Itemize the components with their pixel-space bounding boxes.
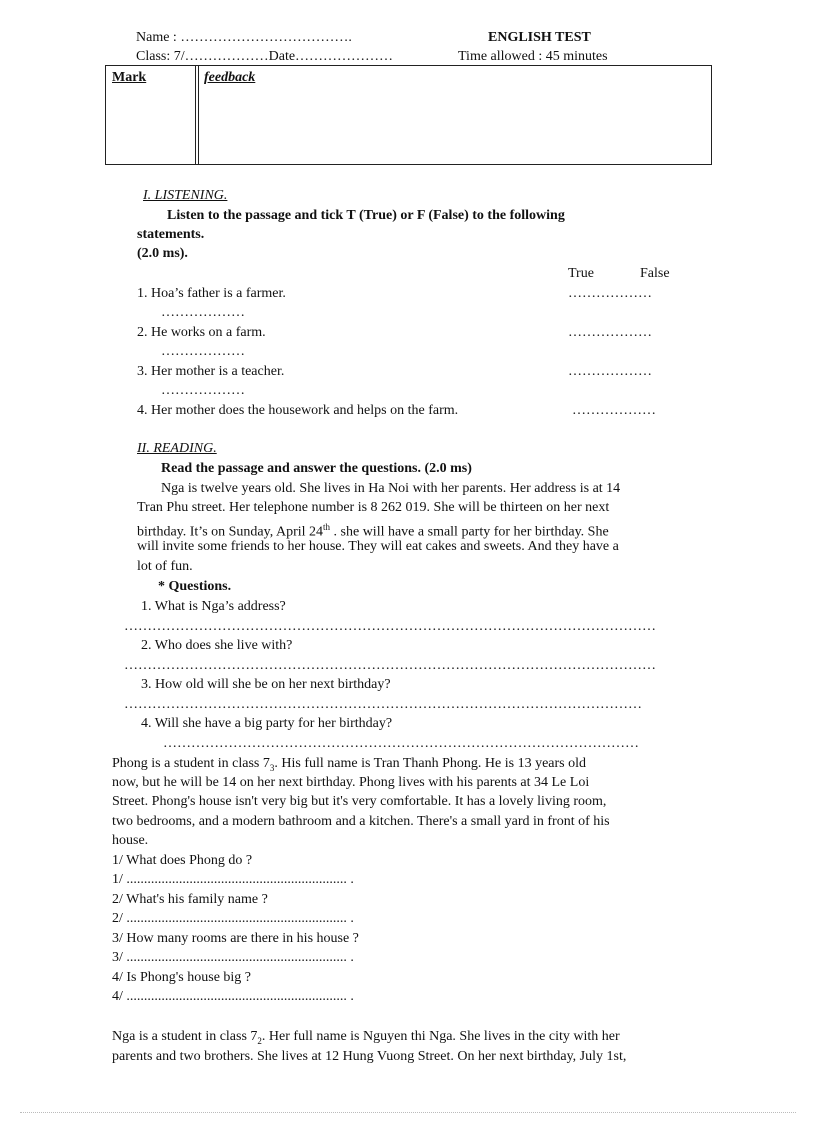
column-true: True — [568, 266, 594, 281]
nga-line-1 — [112, 1028, 620, 1050]
statement-4-true-blank[interactable]: ……………… — [572, 403, 656, 418]
listening-instruction-cont: statements. — [137, 227, 205, 242]
statement-3-true-blank[interactable]: ……………… — [568, 364, 652, 379]
phong-answer-3[interactable]: 3/ ............................................................... . — [112, 950, 354, 965]
passage-line-3-text: birthday. It’s on Sunday, April 24 — [137, 524, 324, 540]
class-date-field: Class: 7/………………Date………………… — [136, 49, 394, 64]
phong-line-2: now, but he will be 14 on her next birthday. Phong lives with his parents at 34 Le Loi — [112, 775, 590, 790]
phong-question-4: 4/ Is Phong's house big ? — [112, 970, 252, 985]
mark-divider-inner — [195, 66, 196, 164]
feedback-label: feedback — [204, 70, 256, 85]
answer-line-4[interactable]: ………………………………………………………………………………………… — [163, 736, 639, 751]
statement-2-true-blank[interactable]: ……………… — [568, 325, 652, 340]
phong-line-5: house. — [112, 833, 149, 848]
reading-instruction: Read the passage and answer the questions. (2.0 ms) — [161, 461, 472, 476]
listening-instruction: Listen to the passage and tick T (True) or F (False) to the following — [167, 208, 565, 223]
phong-line-4: two bedrooms, and a modern bathroom and a kitchen. There's a small yard in front of his — [112, 814, 610, 829]
phong-line-1-b: . His full name is Tran Thanh Phong. He is 13 years old — [274, 756, 587, 771]
answer-line-1[interactable]: …………………………………………………………………………………………………… — [124, 619, 656, 634]
column-false: False — [640, 266, 670, 281]
question-3: 3. How old will she be on her next birthday? — [141, 677, 391, 692]
superscript-th: th — [323, 522, 331, 532]
nga-line-1-a: Nga is a student in class 7 — [112, 1029, 258, 1044]
phong-line-1-a: Phong is a student in class 7 — [112, 756, 270, 771]
questions-label: * Questions. — [158, 579, 232, 594]
phong-question-1: 1/ What does Phong do ? — [112, 853, 253, 868]
mark-label: Mark — [112, 70, 147, 85]
subscript-3: 3 — [269, 762, 275, 773]
passage-line-5: lot of fun. — [137, 559, 193, 574]
statement-1-false-blank[interactable]: ……………… — [161, 305, 245, 320]
answer-line-2[interactable]: …………………………………………………………………………………………………… — [124, 658, 656, 673]
question-2: 2. Who does she live with? — [141, 638, 293, 653]
phong-question-2: 2/ What's his family name ? — [112, 892, 268, 907]
test-title: ENGLISH TEST — [488, 30, 591, 45]
answer-line-3[interactable]: ………………………………………………………………………………………………… — [124, 697, 642, 712]
statement-2: 2. He works on a farm. — [137, 325, 266, 340]
reading-heading: II. READING. — [137, 441, 217, 456]
phong-question-3: 3/ How many rooms are there in his house ? — [112, 931, 359, 946]
subscript-2: 2 — [257, 1035, 262, 1046]
phong-line-3: Street. Phong's house isn't very big but it's very comfortable. It has a lovely living room, — [112, 794, 607, 809]
passage-line-2: Tran Phu street. Her telephone number is 8 262 019. She will be thirteen on her next — [137, 500, 610, 515]
mark-feedback-box — [105, 65, 712, 165]
question-4: 4. Will she have a big party for her birthday? — [141, 716, 393, 731]
statement-3: 3. Her mother is a teacher. — [137, 364, 285, 379]
time-allowed: Time allowed : 45 minutes — [458, 49, 608, 64]
statement-3-false-blank[interactable]: ……………… — [161, 383, 245, 398]
listening-marks: (2.0 ms). — [137, 246, 188, 261]
phong-answer-2[interactable]: 2/ ............................................................... . — [112, 911, 354, 926]
passage-line-4: will invite some friends to her house. They will eat cakes and sweets. And they have a — [137, 539, 619, 554]
name-field: Name : ………………………………. — [136, 30, 352, 45]
nga-line-2: parents and two brothers. She lives at 12 Hung Vuong Street. On her next birthday, July 1st, — [112, 1049, 627, 1064]
page-footer-dotted-rule — [20, 1112, 796, 1113]
statement-1-true-blank[interactable]: ……………… — [568, 286, 652, 301]
listening-heading: I. LISTENING. — [143, 188, 228, 203]
statement-4: 4. Her mother does the housework and helps on the farm. — [137, 403, 459, 418]
question-1: 1. What is Nga’s address? — [141, 599, 286, 614]
phong-answer-1[interactable]: 1/ ............................................................... . — [112, 872, 354, 887]
mark-divider — [198, 66, 199, 164]
phong-answer-4[interactable]: 4/ ............................................................... . — [112, 989, 354, 1004]
passage-line-1: Nga is twelve years old. She lives in Ha Noi with her parents. Her address is at 14 — [161, 481, 621, 496]
statement-2-false-blank[interactable]: ……………… — [161, 344, 245, 359]
nga-line-1-b: . Her full name is Nguyen thi Nga. She lives in the city with her — [261, 1029, 620, 1044]
statement-1: 1. Hoa’s father is a farmer. — [137, 286, 286, 301]
passage-line-3-rest: . she will have a small party for her birthday. She — [330, 524, 609, 540]
